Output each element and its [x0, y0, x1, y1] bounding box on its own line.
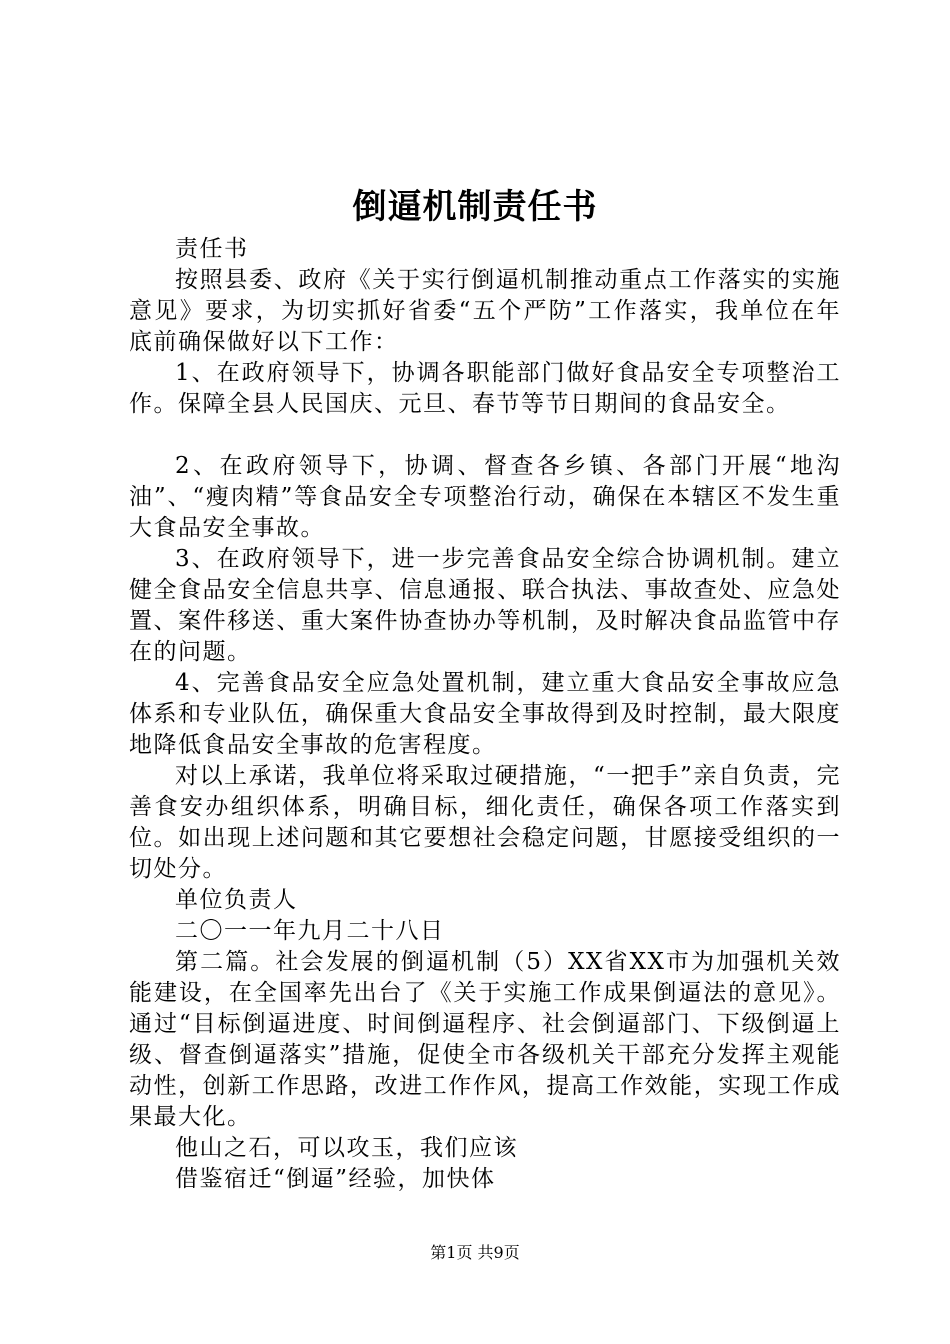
paragraph-item-2: 2、在政府领导下，协调、督查各乡镇、各部门开展“地沟油”、“瘦肉精”等食品安全专项整治行动，确保在本辖区不发生重大食品安全事故。 [129, 453, 841, 541]
signature-label: 单位负责人 [175, 887, 298, 913]
paragraph-item-1: 1、在政府领导下，协调各职能部门做好食品安全专项整治工作。保障全县人民国庆、元旦、春节等节日期间的食品安全。 [129, 360, 841, 417]
document-title: 倒逼机制责任书 [352, 187, 598, 227]
page-footer: 第1页 共9页 [430, 1243, 520, 1262]
paragraph-second-article: 第二篇。社会发展的倒逼机制（5）XX省XX市为加强机关效能建设，在全国率先出台了《关于实施工作成果倒逼法的意见》。通过“目标倒逼进度、时间倒逼程序、社会倒逼部门、下级倒逼上级、督查倒逼落实”措施，促使全市各级机关干部充分发挥主观能动性，创新工作思路，改进工作作风，提高工作效能，实现工作成果最大化。 [129, 949, 841, 1130]
paragraph-continuation-2: 借鉴宿迁“倒逼”经验，加快体 [175, 1166, 496, 1192]
paragraph-commitment: 对以上承诺，我单位将采取过硬措施，“一把手”亲自负责，完善食安办组织体系，明确目标，细化责任，确保各项工作落实到位。如出现上述问题和其它要想社会稳定问题，甘愿接受组织的一切处分。 [129, 763, 841, 882]
paragraph-intro: 按照县委、政府《关于实行倒逼机制推动重点工作落实的实施意见》要求，为切实抓好省委“五个严防”工作落实，我单位在年底前确保做好以下工作： [129, 267, 841, 355]
paragraph-heading: 责任书 [175, 236, 249, 262]
paragraph-item-3: 3、在政府领导下，进一步完善食品安全综合协调机制。建立健全食品安全信息共享、信息通报、联合执法、事故查处、应急处置、案件移送、重大案件协查协办等机制，及时解决食品监管中存在的问题。 [129, 546, 841, 665]
paragraph-item-4: 4、完善食品安全应急处置机制，建立重大食品安全事故应急体系和专业队伍，确保重大食品安全事故得到及时控制，最大限度地降低食品安全事故的危害程度。 [129, 670, 841, 758]
paragraph-continuation-1: 他山之石，可以攻玉，我们应该 [175, 1135, 518, 1161]
document-body [129, 234, 841, 1195]
signature-date: 二〇一一年九月二十八日 [175, 918, 445, 944]
